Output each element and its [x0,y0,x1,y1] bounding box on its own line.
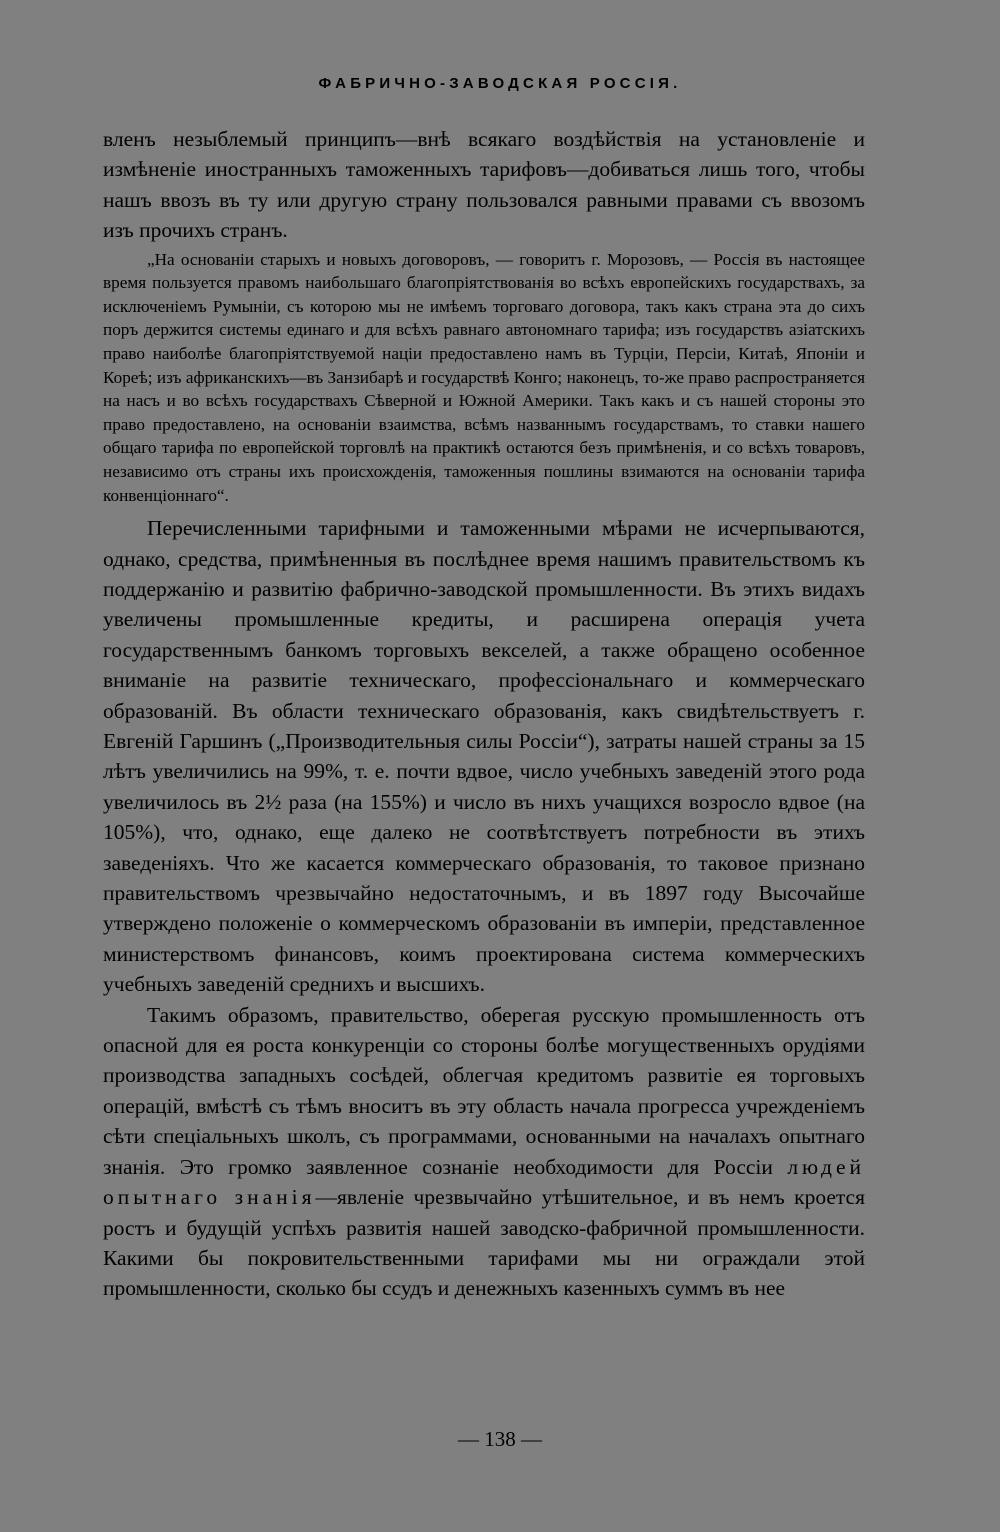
paragraph-tariff-measures: Перечисленными тарифными и таможенными мѣрами не исчерпываются, однако, средства, примѣненныя въ послѣднее время нашимъ правительствомъ къ поддержанію и развитію фабрично-заводской промышленности. Въ этихъ видахъ увеличены промышленные кредиты, и расширена операція учета государственнымъ банкомъ торговыхъ векселей, а также обращено особенное вниманіе на развитіе техническаго, профессіональнаго и коммерческаго образованій. Въ области техническаго образованія, какъ свидѣтельствуетъ г. Евгеній Гаршинъ („Производительныя силы Россіи“), затраты нашей страны за 15 лѣтъ увеличились на 99%, т. е. почти вдвое, число учебныхъ заведеній этого рода увеличилось въ 2½ раза (на 155%) и число въ нихъ учащихся возросло вдвое (на 105%), что, однако, еще далеко не соотвѣтствуетъ потребности въ этихъ заведеніяхъ. Что же касается коммерческаго образованія, то таковое признано правительствомъ чрезвычайно недостаточнымъ, и въ 1897 году Высочайше утверждено положеніе о коммерческомъ образованіи въ имперіи, представленное министерствомъ финансовъ, коимъ проектирована система коммерческихъ учебныхъ заведеній среднихъ и высшихъ. [103,516,865,997]
emphasized-phrase: людей опытнаго знанія [103,1154,866,1210]
paragraph-conclusion-part-2: —явленіе чрезвычайно утѣшительное, и въ немъ кроется ростъ и будущій успѣхъ развитія нашей заводско-фабричной промышленности. Какими бы покровительственными тарифами мы ни ограждали этой промышленности, сколько бы ссудъ и денежныхъ казенныхъ суммъ въ нее [103,1185,865,1301]
paragraph-continuation: вленъ незыблемый принципъ—внѣ всякаго воздѣйствія на установленіе и измѣненіе иностранныхъ таможенныхъ тарифовъ—добиваться лишь того, чтобы нашъ ввозъ въ ту или другую страну пользовался равными правами съ ввозомъ изъ прочихъ странъ. [103,127,865,243]
page-number: — 138 — [458,1427,542,1451]
running-title: ФАБРИЧНО-ЗАВОДСКАЯ РОССІЯ. [318,75,682,92]
paragraph-conclusion [103,1000,865,1304]
quotation-morozov: „На основаніи старыхъ и новыхъ договоровъ, — говоритъ г. Морозовъ, — Россія въ настоящее время пользуется правомъ наибольшаго благопріятствованія во всѣхъ европейскихъ государствахъ, за исключеніемъ Румыніи, съ которою мы не имѣемъ торговаго договора, такъ какъ страна эта до сихъ поръ держится системы единаго и для всѣхъ равнаго автономнаго тарифа; изъ государствъ азіатскихъ право наиболѣе благопріятствуемой націи предоставлено намъ въ Турціи, Персіи, Китаѣ, Японіи и Кореѣ; изъ африканскихъ—въ Занзибарѣ и государствѣ Конго; наконецъ, то-же право распространяется на насъ и во всѣхъ государствахъ Сѣверной и Южной Америки. Такъ какъ и съ нашей стороны это право предоставлено, на основаніи взаимства, всѣмъ названнымъ государствамъ, то ставки нашего общаго тарифа по европейской торговлѣ на практикѣ остаются безъ примѣненія, и со всѣхъ товаровъ, независимо отъ страны ихъ происхожденія, таможенныя пошлины взимаются на основаніи тарифа конвенціоннаго“. [103,249,865,505]
body-text [103,124,865,1304]
paragraph-conclusion-part-1: Такимъ образомъ, правительство, оберегая русскую промышленность отъ опасной для ея роста конкуренціи со стороны болѣе могущественныхъ орудіями производства западныхъ сосѣдей, облегчая кредитомъ развитіе ея торговыхъ операцій, вмѣстѣ съ тѣмъ вноситъ въ эту область начала прогресса учрежденіемъ сѣти спеціальныхъ школъ, съ программами, основанными на началахъ опытнаго знанія. Это громко заявленное сознаніе необходимости для Россіи [103,1002,865,1179]
